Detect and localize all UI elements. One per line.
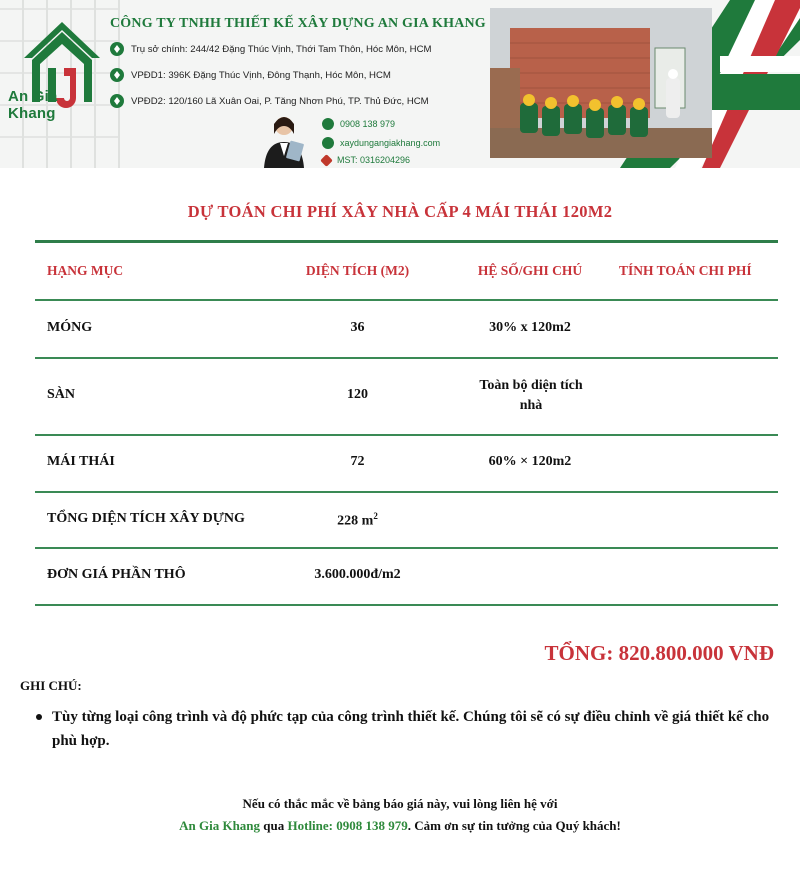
location-pin-icon <box>110 68 124 82</box>
address-text: VPĐD1: 396K Đặng Thúc Vịnh, Đông Thạnh, Hóc Môn, HCM <box>131 69 391 81</box>
tax-badge-icon <box>320 154 333 167</box>
table-row <box>35 359 778 436</box>
footer-thanks-line <box>0 818 800 834</box>
row-item: ĐƠN GIÁ PHẦN THÔ <box>47 567 186 582</box>
total-amount: TỔNG: 820.800.000 VNĐ <box>544 641 774 665</box>
bullet-icon <box>36 714 42 720</box>
location-pin-icon <box>110 42 124 56</box>
row-item: SÀN <box>47 387 76 402</box>
table-row <box>35 549 778 606</box>
row-item: TỔNG DIỆN TÍCH XÂY DỰNG <box>47 511 245 526</box>
header-area: DIỆN TÍCH (M2) <box>305 263 410 278</box>
header-note: HỆ SỐ/GHI CHÚ <box>477 263 583 278</box>
notes-title: GHI CHÚ: <box>20 678 82 693</box>
row-area-value: 228 m <box>337 513 374 529</box>
contact-website <box>322 137 440 149</box>
row-note: 60% × 120m2 <box>488 454 572 469</box>
table-header-row <box>35 243 778 301</box>
address-office-1 <box>110 68 391 82</box>
contact-phone <box>322 118 395 130</box>
construction-site-photo <box>490 8 712 158</box>
footer-brand: An Gia Khang <box>179 818 261 833</box>
logo-text: An Gia Khang <box>8 88 58 122</box>
table-row <box>35 301 778 359</box>
header-cost: TÍNH TOÁN CHI PHÍ <box>619 263 752 278</box>
row-area: 120 <box>347 387 368 402</box>
notes-list <box>36 705 781 753</box>
location-pin-icon <box>110 94 124 108</box>
row-area: 36 <box>350 320 365 335</box>
footer-hotline[interactable]: Hotline: 0908 138 979 <box>287 818 408 833</box>
phone-icon <box>322 118 334 130</box>
website-link[interactable]: xaydungangiakhang.com <box>340 138 441 148</box>
table-row <box>35 493 778 549</box>
row-area: 3.600.000đ/m2 <box>314 567 401 582</box>
footer-thanks: . Cảm ơn sự tin tưởng của Quý khách! <box>407 818 621 833</box>
row-note: 30% x 120m2 <box>489 320 571 335</box>
footer-contact-line: Nếu có thắc mắc về bảng báo giá này, vui lòng liên hệ với <box>242 796 558 811</box>
cost-estimate-table <box>35 240 778 606</box>
globe-icon <box>322 137 334 149</box>
document-title: DỰ TOÁN CHI PHÍ XÂY NHÀ CẤP 4 MÁI THÁI 120M2 <box>187 202 613 221</box>
address-head-office <box>110 42 432 56</box>
company-name: CÔNG TY TNHH THIẾT KẾ XÂY DỰNG AN GIA KHANG <box>110 16 486 31</box>
contact-tax <box>322 155 410 165</box>
row-item: MÓNG <box>47 320 93 335</box>
address-office-2 <box>110 94 429 108</box>
note-item: Tùy từng loại công trình và độ phức tạp của công trình thiết kế. Chúng tôi sẽ có sự điều chỉnh về giá thiết kế cho phù hợp. <box>52 709 770 749</box>
row-area: 72 <box>350 454 365 469</box>
phone-text[interactable]: 0908 138 979 <box>340 119 396 129</box>
row-note: Toàn bộ diện tích nhà <box>479 378 583 413</box>
address-text: VPĐD2: 120/160 Lã Xuân Oai, P. Tăng Nhơn Phú, TP. Thủ Đức, HCM <box>131 95 429 107</box>
tax-code-text: MST: 0316204296 <box>337 155 411 165</box>
area-superscript: 2 <box>373 511 378 521</box>
footer-qua: qua <box>263 818 285 833</box>
header-item: HẠNG MỤC <box>47 263 124 278</box>
address-text: Trụ sở chính: 244/42 Đặng Thúc Vịnh, Thới Tam Thôn, Hóc Môn, HCM <box>131 43 432 55</box>
consultant-illustration <box>254 112 314 168</box>
header-banner <box>0 0 800 168</box>
row-area <box>285 511 430 530</box>
table-row <box>35 436 778 493</box>
row-item: MÁI THÁI <box>47 454 115 469</box>
